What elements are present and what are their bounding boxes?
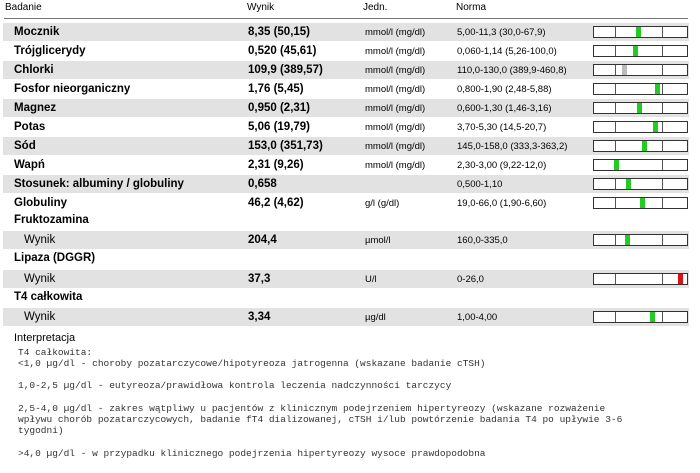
norm-range: 19,0-66,0 (1,90-6,60) — [457, 198, 547, 209]
result-value: 5,06 (19,79) — [248, 121, 311, 133]
result-value: 204,4 — [248, 234, 277, 246]
interpretation-line: 2,5-4,0 µg/dl - zakres wątpliwy u pacjentów z klinicznym podejrzeniem hipertyreozy (wskazane rozważenie — [18, 403, 606, 414]
result-value: 153,0 (351,73) — [248, 140, 323, 152]
range-tick — [615, 179, 616, 189]
result-value: 0,658 — [248, 178, 277, 190]
norm-range: 0,600-1,30 (1,46-3,16) — [457, 103, 552, 114]
table-row — [3, 61, 689, 79]
range-bar — [593, 83, 688, 95]
interpretation-line: tygodni) — [18, 425, 64, 436]
range-marker — [622, 65, 627, 75]
range-marker — [650, 312, 655, 322]
table-row — [3, 23, 689, 41]
range-tick — [662, 122, 663, 132]
range-bar — [593, 45, 688, 57]
range-tick — [615, 46, 616, 56]
range-tick — [662, 235, 663, 245]
table-row — [3, 270, 689, 288]
range-tick — [662, 274, 663, 284]
range-marker — [633, 46, 638, 56]
range-bar — [593, 102, 688, 114]
range-marker — [614, 160, 619, 170]
result-value: 8,35 (50,15) — [248, 26, 311, 38]
range-bar — [593, 234, 688, 246]
norm-range: 0-26,0 — [457, 274, 484, 285]
interpretation-line: <1,0 µg/dl - choroby pozatarczycowe/hipotyreoza jatrogenna (wskazane badanie cTSH) — [18, 358, 486, 369]
table-row — [3, 156, 689, 174]
result-value: 46,2 (4,62) — [248, 197, 304, 209]
group-title: T4 całkowita — [14, 291, 83, 303]
interpretation-line: >4,0 µg/dl - w przypadku klinicznego podejrzenia hipertyreozy wysoce prawdopodobna — [18, 448, 486, 459]
test-name: Fosfor nieorganiczny — [14, 83, 131, 95]
test-name: Mocznik — [14, 26, 60, 38]
range-tick — [615, 65, 616, 75]
range-tick — [615, 198, 616, 208]
unit-label: µmol/l — [365, 235, 391, 246]
range-tick — [615, 274, 616, 284]
range-marker — [640, 198, 645, 208]
unit-label: mmol/l (mg/dl) — [365, 65, 426, 76]
norm-range: 5,00-11,3 (30,0-67,9) — [457, 27, 546, 38]
table-row — [3, 80, 689, 98]
header-test: Badanie — [5, 2, 42, 13]
range-marker — [678, 274, 683, 284]
range-bar — [593, 121, 688, 133]
interpretation-line: T4 całkowita: — [18, 347, 93, 358]
result-value: 3,34 — [248, 311, 271, 323]
test-name: Wynik — [24, 311, 56, 323]
interpretation-line: wpływu chorób pozatarczycowych, badanie fT4 dializowanej, cTSH i/lub powtórzenie badania T4 po upływie 3-6 — [18, 414, 623, 425]
range-tick — [662, 141, 663, 151]
range-tick — [662, 46, 663, 56]
range-bar — [593, 197, 688, 209]
range-bar — [593, 140, 688, 152]
range-tick — [615, 312, 616, 322]
interpretation-title: Interpretacja — [14, 332, 76, 344]
result-value: 0,950 (2,31) — [248, 102, 311, 114]
test-name: Potas — [14, 121, 46, 133]
norm-range: 0,060-1,14 (5,26-100,0) — [457, 46, 557, 57]
range-marker — [625, 235, 630, 245]
header-result: Wynik — [247, 2, 275, 13]
test-name: Stosunek: albuminy / globuliny — [14, 178, 184, 190]
unit-label: µg/dl — [365, 312, 386, 323]
range-tick — [662, 27, 663, 37]
norm-range: 1,00-4,00 — [457, 312, 498, 323]
unit-label: g/l (g/dl) — [365, 198, 400, 209]
range-marker — [655, 84, 660, 94]
result-value: 1,76 (5,45) — [248, 83, 304, 95]
norm-range: 0,500-1,10 — [457, 179, 503, 190]
range-tick — [662, 198, 663, 208]
result-value: 109,9 (389,57) — [248, 64, 323, 76]
range-tick — [662, 84, 663, 94]
group-title: Fruktozamina — [14, 214, 89, 226]
test-name: Sód — [14, 140, 36, 152]
table-row — [3, 42, 689, 60]
norm-range: 0,800-1,90 (2,48-5,88) — [457, 84, 552, 95]
unit-label: mmol/l (mg/dl) — [365, 160, 426, 171]
range-tick — [615, 122, 616, 132]
norm-range: 110,0-130,0 (389,9-460,8) — [457, 65, 567, 76]
unit-label: mmol/l (mg/dl) — [365, 141, 426, 152]
result-value: 37,3 — [248, 273, 271, 285]
group-title: Lipaza (DGGR) — [14, 252, 96, 264]
test-name: Chlorki — [14, 64, 54, 76]
interpretation-line: 1,0-2,5 µg/dl - eutyreoza/prawidłowa kontrola leczenia nadczynności tarczycy — [18, 380, 452, 391]
range-tick — [662, 103, 663, 113]
table-row — [3, 231, 689, 249]
result-value: 0,520 (45,61) — [248, 45, 317, 57]
range-tick — [615, 27, 616, 37]
unit-label: mmol/l (mg/dl) — [365, 122, 426, 133]
unit-label: mmol/l (mg/dl) — [365, 46, 426, 57]
range-marker — [637, 103, 642, 113]
test-name: Wapń — [14, 159, 45, 171]
table-row — [3, 308, 689, 326]
test-name: Wynik — [24, 234, 56, 246]
norm-range: 160,0-335,0 — [457, 235, 508, 246]
range-tick — [662, 179, 663, 189]
range-bar — [593, 178, 688, 190]
table-row — [3, 137, 689, 155]
test-name: Wynik — [24, 273, 56, 285]
table-row — [3, 175, 689, 193]
range-tick — [615, 84, 616, 94]
range-marker — [636, 27, 641, 37]
unit-label: mmol/l (mg/dl) — [365, 103, 426, 114]
test-name: Globuliny — [14, 197, 68, 209]
range-tick — [615, 235, 616, 245]
table-row — [3, 194, 689, 212]
table-row — [3, 99, 689, 117]
range-bar — [593, 159, 688, 171]
norm-range: 145,0-158,0 (333,3-363,2) — [457, 141, 568, 152]
norm-range: 3,70-5,30 (14,5-20,7) — [457, 122, 547, 133]
unit-label: U/l — [365, 274, 377, 285]
range-tick — [662, 312, 663, 322]
range-tick — [662, 160, 663, 170]
norm-range: 2,30-3,00 (9,22-12,0) — [457, 160, 547, 171]
range-marker — [653, 122, 658, 132]
range-tick — [615, 103, 616, 113]
range-bar — [593, 273, 688, 285]
header-divider — [4, 18, 688, 19]
table-header — [0, 0, 700, 16]
result-value: 2,31 (9,26) — [248, 159, 304, 171]
range-marker — [626, 179, 631, 189]
unit-label: mmol/l (mg/dl) — [365, 27, 426, 38]
table-row — [3, 118, 689, 136]
range-bar — [593, 26, 688, 38]
unit-label: mmol/l (mg/dl) — [365, 84, 426, 95]
range-tick — [662, 65, 663, 75]
header-unit: Jedn. — [363, 2, 388, 13]
range-bar — [593, 64, 688, 76]
header-norm: Norma — [456, 2, 487, 13]
range-tick — [615, 141, 616, 151]
test-name: Trójglicerydy — [14, 45, 86, 57]
range-bar — [593, 311, 688, 323]
range-marker — [642, 141, 647, 151]
test-name: Magnez — [14, 102, 57, 114]
